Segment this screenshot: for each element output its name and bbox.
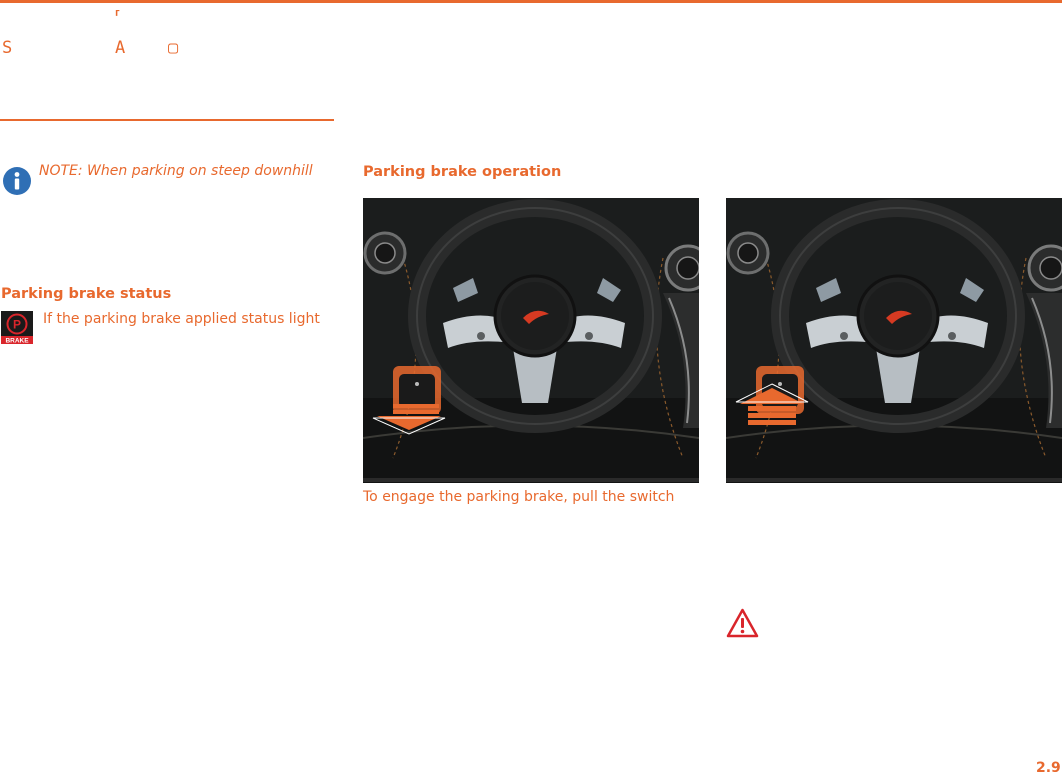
brake-icon-letter: P xyxy=(12,317,22,332)
engage-photo xyxy=(363,198,699,483)
status-heading: Parking brake status xyxy=(1,286,172,302)
note-text: NOTE: When parking on steep downhill xyxy=(39,163,313,179)
page-number: 2.9 xyxy=(1036,760,1061,776)
engage-caption: To engage the parking brake, pull the switch xyxy=(363,489,675,505)
brake-icon-label: BRAKE xyxy=(5,337,29,344)
section-rule xyxy=(0,119,334,121)
warning-triangle-icon xyxy=(726,608,759,638)
release-photo xyxy=(726,198,1062,483)
info-icon xyxy=(2,166,32,196)
parking-brake-warning-icon xyxy=(1,311,33,344)
status-text: If the parking brake applied status light xyxy=(43,311,320,327)
steering-wheel-photo xyxy=(363,198,699,483)
header-glyph-3: A xyxy=(115,38,126,58)
header-glyph-2: S xyxy=(2,38,13,58)
header-glyph-4: ▢ xyxy=(168,38,179,58)
top-rule xyxy=(0,0,1062,3)
header-glyph-1: ⸢ xyxy=(112,8,123,28)
operation-heading: Parking brake operation xyxy=(363,164,562,180)
steering-wheel-photo-2 xyxy=(726,198,1062,483)
